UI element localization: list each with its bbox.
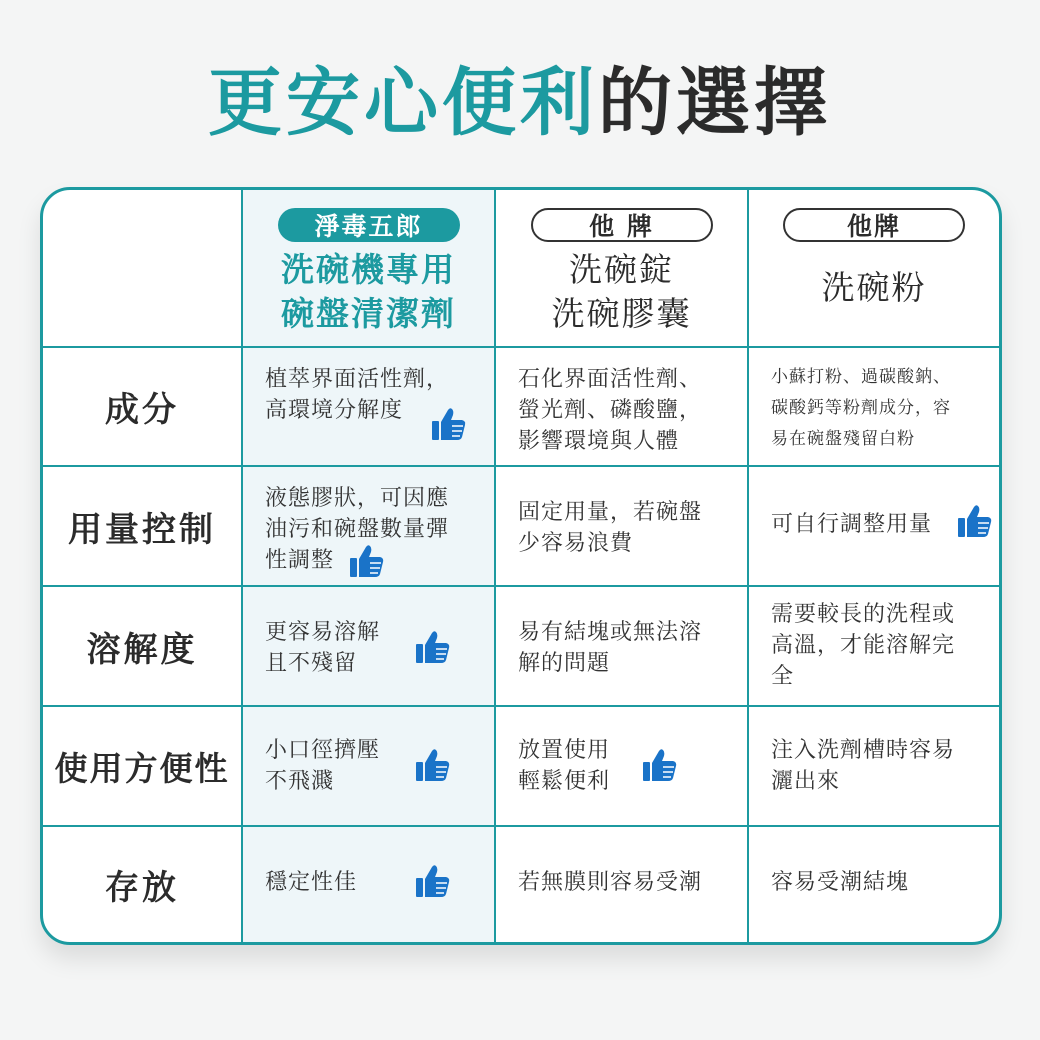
cell-brand-dosage [243,467,496,587]
header-other-tablet-column [496,190,749,348]
cell-text: 易有結塊或無法溶 解的問題 [518,620,703,676]
other-product-name [552,248,692,336]
thumbs-up-icon [957,503,993,539]
cell-text: 若無膜則容易受潮 [518,870,703,895]
thumbs-up-icon [642,747,678,783]
header-brand-column [243,190,496,348]
cell-tablet-solubility [496,587,749,707]
row-label-dosage: 用量控制 [43,467,243,587]
other-product-name [822,266,927,310]
other-brand-pill: 他牌 [783,208,965,242]
cell-text: 放置使用 輕鬆便利 [518,738,611,794]
other-product-line: 洗碗粉 [821,268,927,307]
cell-tablet-ingredients [496,348,749,467]
cell-text: 更容易溶解 且不殘留 [265,620,381,676]
cell-text: 小蘇打粉、過碳酸鈉、 碳酸鈣等粉劑成分，容 易在碗盤殘留白粉 [771,367,951,449]
thumbs-up-icon [415,747,451,783]
thumbs-up-icon [349,543,385,579]
cell-powder-ingredients [749,348,999,467]
title-rest: 的選擇 [598,60,832,146]
thumbs-up-icon [415,863,451,899]
brand-product-line: 洗碗機專用 [281,250,456,289]
row-label-convenience: 使用方便性 [43,707,243,827]
cell-brand-solubility [243,587,496,707]
cell-powder-solubility [749,587,999,707]
other-product-line: 洗碗膠囊 [551,294,692,333]
thumbs-up-icon [415,629,451,665]
cell-brand-ingredients [243,348,496,467]
cell-text: 小口徑擠壓 不飛濺 [265,738,381,794]
cell-text: 注入洗劑槽時容易 灑出來 [771,738,956,794]
brand-product-name [281,248,456,336]
cell-brand-storage [243,827,496,942]
row-label-solubility: 溶解度 [43,587,243,707]
cell-text: 液態膠狀，可因應 油污和碗盤數量彈 性調整 [265,486,450,573]
brand-pill: 淨毒五郎 [278,208,460,242]
cell-brand-convenience [243,707,496,827]
cell-tablet-convenience [496,707,749,827]
other-product-line: 洗碗錠 [569,250,674,289]
brand-product-line: 碗盤清潔劑 [281,294,456,333]
row-label-ingredients: 成分 [43,348,243,467]
cell-text: 需要較長的洗程或 高溫，才能溶解完 全 [771,602,956,689]
other-brand-pill: 他 牌 [531,208,713,242]
cell-powder-convenience [749,707,999,827]
cell-text: 容易受潮結塊 [771,870,910,895]
cell-text: 固定用量，若碗盤 少容易浪費 [518,500,703,556]
cell-powder-storage [749,827,999,942]
page-title [0,58,1040,148]
cell-text: 穩定性佳 [265,870,358,895]
cell-tablet-storage [496,827,749,942]
comparison-table [40,187,1002,945]
cell-text: 石化界面活性劑、 螢光劑、磷酸鹽， 影響環境與人體 [518,367,703,454]
cell-text: 可自行調整用量 [771,512,933,537]
thumbs-up-icon [431,406,467,442]
title-highlight: 更安心便利 [208,60,598,146]
header-other-powder-column [749,190,999,348]
header-corner [43,190,243,348]
cell-text: 植萃界面活性劑， 高環境分解度 [265,367,450,423]
cell-tablet-dosage [496,467,749,587]
cell-powder-dosage [749,467,999,587]
row-label-storage: 存放 [43,827,243,942]
